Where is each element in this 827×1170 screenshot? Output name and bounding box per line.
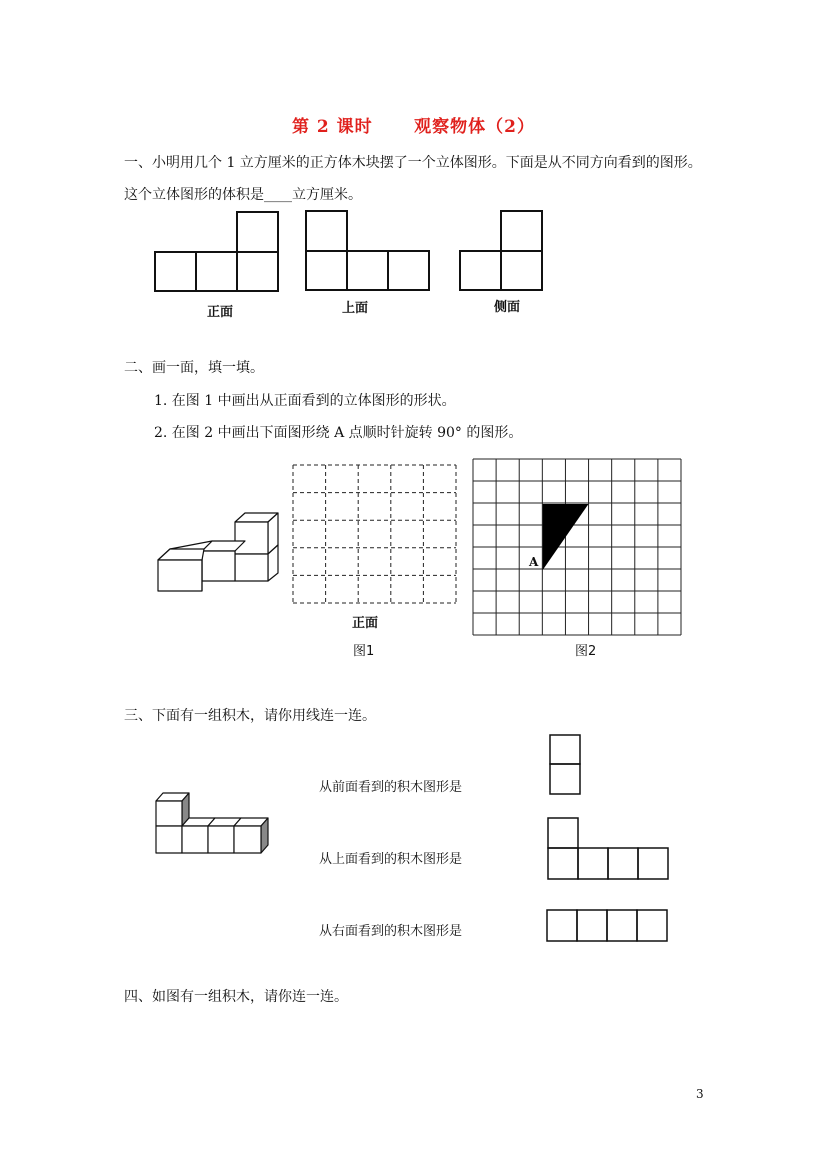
q2-cube-figure (150, 505, 285, 595)
q3-shape-row[interactable] (546, 909, 670, 943)
q2-front-label: 正面 (352, 616, 379, 631)
q3-shape-vertical[interactable] (549, 734, 582, 796)
q1-top-label: 上面 (342, 301, 369, 316)
q3-shape-l[interactable] (547, 817, 671, 881)
q2-heading: 二、画一面，填一填。 (124, 360, 264, 376)
q2-point-a-label: A (529, 555, 539, 569)
q3-block-figure (155, 792, 275, 857)
q4-heading: 四、如图有一组积木，请你连一连。 (124, 989, 348, 1005)
q3-heading: 三、下面有一组积木，请你用线连一连。 (124, 708, 376, 724)
q1-side-view (459, 210, 544, 292)
q2-item2: 2. 在图 2 中画出下面图形绕 A 点顺时针旋转 90° 的图形。 (154, 425, 523, 441)
q1-top-view (305, 210, 431, 292)
q3-option-top[interactable]: 从上面看到的积木图形是 (319, 852, 463, 867)
q1-side-label: 侧面 (494, 300, 521, 315)
q3-option-front[interactable]: 从前面看到的积木图形是 (319, 780, 463, 795)
q1-line1: 一、小明用几个 1 立方厘米的正方体木块摆了一个立体图形。下面是从不同方向看到的图形。 (124, 155, 702, 171)
q2-fig2-label: 图2 (575, 644, 597, 659)
q2-fig1-label: 图1 (353, 644, 375, 659)
q2-fig1-dashed-grid[interactable] (293, 465, 458, 605)
q2-fig2-grid[interactable] (472, 458, 684, 638)
q1-front-label: 正面 (207, 305, 234, 320)
q3-option-right[interactable]: 从右面看到的积木图形是 (319, 924, 463, 939)
page-number: 3 (696, 1087, 704, 1101)
q1-line2: 这个立体图形的体积是____立方厘米。 (124, 187, 362, 203)
q2-item1: 1. 在图 1 中画出从正面看到的立体图形的形状。 (154, 393, 456, 409)
page-title: 第 2 课时 观察物体（2） (291, 117, 535, 137)
q1-front-view (154, 211, 280, 293)
